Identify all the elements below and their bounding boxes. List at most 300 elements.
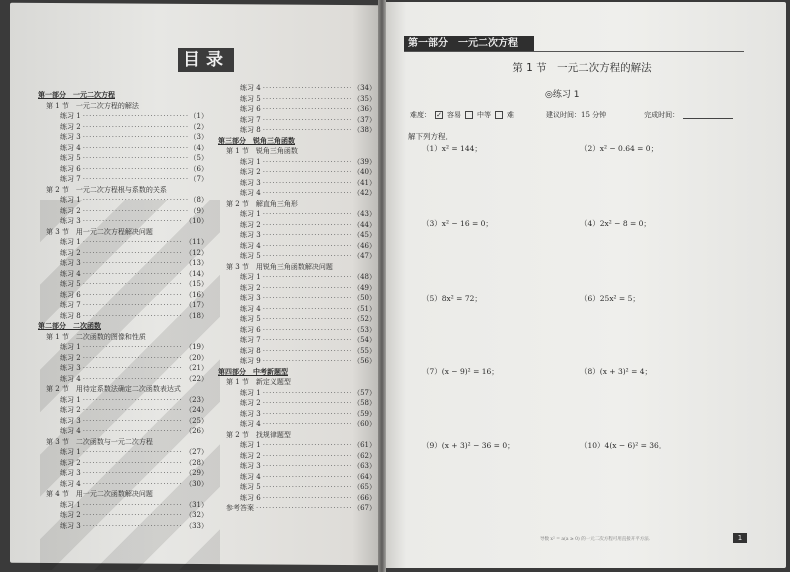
toc-exercise-entry [38, 374, 208, 385]
toc-exercise-entry [218, 419, 376, 430]
toc-leader-dots [263, 178, 351, 189]
toc-part-heading [218, 367, 376, 378]
toc-exercise-entry [38, 363, 208, 374]
toc-leader-dots [263, 230, 351, 241]
toc-entry-label: 第一部分 一元二次方程 [38, 90, 115, 99]
toc-entry-label: 练习 3 [240, 294, 261, 302]
toc-exercise-entry [218, 293, 376, 304]
toc-entry-label: 练习 2 [60, 458, 81, 467]
part-header: 第一部分 一元二次方程 [404, 36, 534, 51]
toc-page-number: （18） [185, 311, 208, 320]
toc-page-number: （36） [353, 105, 376, 113]
toc-exercise-entry [218, 125, 376, 136]
toc-leader-dots [83, 248, 183, 259]
toc-section-entry [38, 332, 208, 343]
toc-entry-label: 第 1 节 一元二次方程的解法 [46, 101, 139, 110]
suggested-time: 建议时间：15 分钟 [546, 111, 607, 119]
footer-note: 导数 x² = a(a ≥ 0) 的一元二次方程可用直接开平方法． [540, 537, 654, 542]
toc-page-number: （66） [353, 493, 376, 502]
toc-leader-dots [263, 272, 351, 283]
toc-page-number: （34） [353, 84, 376, 92]
toc-leader-dots [83, 164, 188, 175]
toc-exercise-entry [38, 458, 208, 469]
toc-leader-dots [263, 125, 351, 136]
toc-page-number: （39） [353, 157, 376, 166]
toc-leader-dots [83, 122, 188, 133]
toc-section-entry [218, 377, 376, 388]
toc-entry-label: 练习 2 [240, 399, 261, 407]
toc-entry-label: 练习 5 [240, 483, 261, 491]
toc-entry-label: 练习 1 [60, 500, 81, 509]
toc-entry-label: 第 2 节 找规律题型 [226, 430, 291, 439]
toc-leader-dots [83, 143, 188, 154]
toc-leader-dots [263, 440, 351, 451]
toc-page-number: （55） [353, 346, 376, 355]
toc-leader-dots [83, 447, 183, 458]
toc-entry-label: 第三部分 锐角三角函数 [218, 135, 295, 145]
toc-entry-label: 第 2 节 一元二次方程根与系数的关系 [46, 185, 167, 194]
toc-entry-label: 第 3 节 用一元二次方程解决问题 [46, 227, 153, 236]
toc-leader-dots [83, 353, 183, 364]
toc-page-number: （50） [353, 294, 376, 302]
toc-entry-label: 第 2 节 解直角三角形 [226, 199, 298, 208]
toc-section-entry [38, 437, 208, 448]
toc-page-number: （57） [353, 388, 376, 397]
toc-entry-label: 练习 6 [240, 325, 261, 334]
toc-exercise-entry [38, 237, 208, 248]
toc-section-entry [38, 489, 208, 500]
toc-exercise-entry [218, 304, 376, 315]
toc-entry-label: 第 1 节 锐角三角函数 [226, 147, 298, 155]
toc-leader-dots [83, 342, 183, 353]
toc-page-number: （40） [353, 168, 376, 176]
toc-page-number: （8） [189, 196, 208, 204]
toc-section-entry [218, 146, 376, 157]
toc-entry-label: 练习 8 [60, 311, 81, 320]
toc-exercise-entry [218, 220, 376, 231]
toc-page-number: （10） [185, 217, 208, 225]
toc-entry-label: 练习 3 [60, 133, 81, 141]
toc-entry-label: 练习 2 [240, 220, 261, 229]
practice-title: ◎练习 1 [545, 90, 580, 100]
toc-leader-dots [263, 251, 351, 262]
toc-page-number: （38） [353, 126, 376, 134]
difficulty-option-hard: 难 [507, 111, 514, 119]
toc-entry-label: 练习 4 [60, 269, 81, 278]
toc-leader-dots [263, 293, 351, 304]
toc-exercise-entry [38, 468, 208, 479]
toc-page-number: （56） [353, 357, 376, 365]
toc-exercise-entry [218, 346, 376, 357]
toc-page-number: （28） [185, 458, 208, 467]
toc-entry-label: 练习 1 [60, 343, 81, 351]
toc-entry-label: 练习 2 [60, 122, 81, 131]
toc-page-number: （59） [353, 409, 376, 418]
toc-exercise-entry [38, 279, 208, 290]
toc-page-number: （12） [185, 248, 208, 257]
toc-exercise-entry [218, 104, 376, 115]
toc-leader-dots [83, 300, 183, 311]
toc-page-number: （16） [185, 290, 208, 299]
toc-page-number: （46） [353, 241, 376, 250]
difficulty-option-medium: 中等 [477, 111, 491, 119]
toc-leader-dots [263, 356, 351, 367]
toc-page-number: （9） [189, 206, 208, 215]
toc-exercise-entry [218, 209, 376, 220]
toc-leader-dots [263, 83, 351, 94]
book-gutter [378, 0, 386, 572]
section-title: 第 1 节 一元二次方程的解法 [512, 62, 652, 74]
toc-page-number: （51） [353, 304, 376, 313]
toc-leader-dots [83, 290, 183, 301]
toc-exercise-entry [218, 251, 376, 262]
toc-leader-dots [263, 283, 351, 294]
toc-exercise-entry [38, 426, 208, 437]
toc-exercise-entry [38, 342, 208, 353]
toc-entry-label: 练习 8 [240, 126, 261, 134]
toc-section-entry [218, 503, 376, 514]
toc-exercise-entry [218, 241, 376, 252]
toc-leader-dots [263, 482, 351, 493]
toc-part-heading [218, 136, 376, 147]
problem-7: （7）(x − 9)² = 16； [422, 367, 499, 376]
toc-exercise-entry [38, 311, 208, 322]
toc-exercise-entry [218, 356, 376, 367]
toc-entry-label: 练习 2 [60, 511, 81, 519]
toc-exercise-entry [38, 353, 208, 364]
toc-exercise-entry [218, 272, 376, 283]
toc-entry-label: 练习 1 [240, 273, 261, 281]
toc-exercise-entry [218, 230, 376, 241]
toc-exercise-entry [38, 290, 208, 301]
toc-entry-label: 练习 9 [240, 357, 261, 365]
toc-entry-label: 练习 3 [60, 416, 81, 425]
toc-page-number: （41） [353, 178, 376, 187]
toc-entry-label: 练习 7 [240, 115, 261, 124]
toc-page-number: （7） [189, 175, 208, 183]
toc-entry-label: 练习 2 [240, 283, 261, 292]
toc-entry-label: 第 2 节 用待定系数法确定二次函数表达式 [46, 385, 181, 393]
toc-page-number: （52） [353, 315, 376, 323]
toc-right-column [218, 83, 376, 514]
toc-exercise-entry [218, 94, 376, 105]
toc-exercise-entry [218, 178, 376, 189]
difficulty-checkbox-hard[interactable] [495, 111, 503, 119]
toc-entry-label: 练习 7 [240, 336, 261, 344]
toc-page-number: （61） [353, 441, 376, 449]
toc-page-number: （11） [185, 238, 208, 246]
toc-entry-label: 练习 3 [240, 409, 261, 418]
toc-exercise-entry [218, 157, 376, 168]
toc-entry-label: 练习 4 [240, 304, 261, 313]
toc-leader-dots [263, 398, 351, 409]
toc-exercise-entry [218, 388, 376, 399]
toc-exercise-entry [218, 461, 376, 472]
toc-page-number: （47） [353, 252, 376, 260]
toc-entry-label: 练习 1 [60, 395, 81, 404]
toc-exercise-entry [218, 283, 376, 294]
page-number: 1 [733, 533, 747, 543]
toc-leader-dots [83, 269, 183, 280]
toc-entry-label: 练习 3 [60, 521, 81, 530]
toc-page-number: （22） [185, 374, 208, 383]
toc-entry-label: 第四部分 中考新题型 [218, 366, 288, 376]
toc-entry-label: 练习 3 [60, 259, 81, 267]
toc-entry-label: 练习 3 [240, 178, 261, 187]
toc-entry-label: 练习 3 [240, 231, 261, 239]
toc-exercise-entry [38, 122, 208, 133]
toc-leader-dots [263, 451, 351, 462]
problem-6: （6）25x² = 5； [580, 294, 640, 303]
toc-exercise-entry [218, 493, 376, 504]
toc-leader-dots [83, 195, 188, 206]
toc-leader-dots [83, 237, 183, 248]
toc-leader-dots [83, 395, 183, 406]
toc-page-number: （43） [353, 210, 376, 218]
toc-page-number: （53） [353, 325, 376, 334]
toc-leader-dots [263, 388, 351, 399]
toc-exercise-entry [38, 216, 208, 227]
toc-leader-dots [263, 346, 351, 357]
finish-time-field[interactable] [683, 112, 733, 119]
toc-exercise-entry [38, 395, 208, 406]
toc-entry-label: 练习 2 [60, 353, 81, 362]
toc-exercise-entry [38, 416, 208, 427]
toc-section-entry [38, 101, 208, 112]
toc-entry-label: 练习 1 [240, 157, 261, 166]
toc-exercise-entry [218, 167, 376, 178]
toc-exercise-entry [218, 83, 376, 94]
toc-exercise-entry [218, 325, 376, 336]
toc-entry-label: 练习 5 [60, 154, 81, 162]
toc-exercise-entry [38, 111, 208, 122]
problem-5: （5）8x² = 72； [422, 294, 482, 303]
toc-page-number: （1） [189, 112, 208, 120]
toc-exercise-entry [218, 472, 376, 483]
toc-entry-label: 练习 4 [240, 241, 261, 250]
toc-leader-dots [263, 304, 351, 315]
toc-entry-label: 练习 1 [60, 112, 81, 120]
toc-entry-label: 练习 1 [60, 238, 81, 246]
toc-leader-dots [256, 503, 351, 514]
toc-exercise-entry [38, 269, 208, 280]
toc-exercise-entry [38, 521, 208, 532]
toc-leader-dots [263, 314, 351, 325]
toc-entry-label: 第 3 节 二次函数与一元二次方程 [46, 437, 153, 446]
toc-entry-label: 第 4 节 用一元二次函数解决问题 [46, 490, 153, 498]
toc-page-number: （54） [353, 336, 376, 344]
toc-leader-dots [263, 409, 351, 420]
toc-leader-dots [263, 104, 351, 115]
toc-entry-label: 练习 2 [240, 451, 261, 460]
toc-page-number: （2） [189, 122, 208, 131]
toc-exercise-entry [38, 300, 208, 311]
toc-page-number: （45） [353, 231, 376, 239]
toc-leader-dots [83, 258, 183, 269]
toc-page-number: （25） [185, 416, 208, 425]
problem-4: （4）2x² − 8 = 0； [580, 219, 651, 228]
toc-entry-label: 练习 2 [60, 406, 81, 414]
toc-leader-dots [83, 416, 183, 427]
toc-leader-dots [83, 216, 183, 227]
toc-leader-dots [263, 157, 351, 168]
toc-leader-dots [83, 363, 183, 374]
toc-exercise-entry [38, 447, 208, 458]
toc-page-number: （23） [185, 395, 208, 404]
toc-leader-dots [263, 94, 351, 105]
toc-page-number: （32） [185, 511, 208, 519]
toc-page-number: （58） [353, 399, 376, 407]
toc-leader-dots [83, 111, 188, 122]
header-rule [404, 51, 744, 52]
toc-left-column [38, 90, 208, 531]
toc-exercise-entry [38, 174, 208, 185]
toc-page-number: （4） [189, 143, 208, 152]
problem-3: （3）x² − 16 = 0； [422, 219, 493, 228]
toc-page-number: （37） [353, 115, 376, 124]
toc-page-number: （26） [185, 427, 208, 435]
toc-page-number: （60） [353, 420, 376, 428]
problem-9: （9）(x + 3)² − 36 = 0； [422, 441, 515, 450]
toc-page-number: （65） [353, 483, 376, 491]
toc-exercise-entry [218, 314, 376, 325]
toc-entry-label: 练习 4 [240, 189, 261, 197]
toc-entry-label: 练习 7 [60, 175, 81, 183]
finish-time-label: 完成时间： [644, 111, 680, 119]
toc-page-number: （62） [353, 451, 376, 460]
toc-entry-label: 第 3 节 用锐角三角函数解决问题 [226, 262, 333, 271]
toc-page-number: （63） [353, 462, 376, 470]
toc-leader-dots [83, 468, 183, 479]
problem-1: （1）x² = 144； [422, 144, 482, 153]
toc-entry-label: 练习 1 [240, 210, 261, 218]
difficulty-row [410, 110, 733, 120]
toc-entry-label: 练习 4 [240, 84, 261, 92]
toc-entry-label: 练习 3 [60, 469, 81, 477]
toc-exercise-entry [218, 398, 376, 409]
toc-leader-dots [83, 458, 183, 469]
toc-leader-dots [83, 174, 188, 185]
toc-leader-dots [83, 426, 183, 437]
toc-entry-label: 练习 6 [60, 164, 81, 173]
toc-entry-label: 练习 5 [60, 280, 81, 288]
toc-entry-label: 练习 7 [60, 301, 81, 309]
toc-entry-label: 练习 4 [60, 427, 81, 435]
toc-leader-dots [263, 115, 351, 126]
difficulty-checkbox-medium[interactable] [465, 111, 473, 119]
toc-page-number: （3） [189, 133, 208, 141]
toc-page-number: （42） [353, 189, 376, 197]
toc-entry-label: 练习 1 [60, 196, 81, 204]
toc-exercise-entry [38, 195, 208, 206]
toc-entry-label: 第 1 节 新定义题型 [226, 378, 291, 386]
toc-leader-dots [83, 510, 183, 521]
toc-leader-dots [263, 241, 351, 252]
toc-page-number: （24） [185, 406, 208, 414]
toc-entry-label: 练习 4 [60, 479, 81, 488]
toc-leader-dots [263, 167, 351, 178]
difficulty-option-easy: 容易 [447, 111, 461, 119]
toc-page-number: （64） [353, 472, 376, 481]
difficulty-label: 难度： [410, 111, 431, 119]
toc-page-number: （27） [185, 448, 208, 456]
toc-leader-dots [83, 153, 188, 164]
toc-entry-label: 练习 5 [240, 252, 261, 260]
toc-entry-label: 练习 2 [240, 168, 261, 176]
toc-exercise-entry [38, 132, 208, 143]
toc-page-number: （30） [185, 479, 208, 488]
toc-entry-label: 练习 2 [60, 248, 81, 257]
toc-leader-dots [83, 206, 188, 217]
toc-page-number: （20） [185, 353, 208, 362]
toc-exercise-entry [38, 500, 208, 511]
toc-page-number: （33） [185, 521, 208, 530]
toc-entry-label: 练习 5 [240, 94, 261, 103]
toc-page-number: （29） [185, 469, 208, 477]
toc-exercise-entry [218, 451, 376, 462]
toc-page-number: （5） [189, 154, 208, 162]
toc-entry-label: 练习 6 [60, 290, 81, 299]
toc-page-number: （14） [185, 269, 208, 278]
toc-leader-dots [263, 325, 351, 336]
toc-page-number: （31） [185, 500, 208, 509]
toc-leader-dots [263, 493, 351, 504]
toc-entry-label: 第二部分 二次函数 [38, 321, 101, 330]
toc-entry-label: 练习 3 [60, 364, 81, 372]
toc-entry-label: 练习 2 [60, 206, 81, 215]
toc-exercise-entry [38, 153, 208, 164]
toc-section-entry [218, 199, 376, 210]
toc-exercise-entry [218, 409, 376, 420]
problem-10: （10）4(x − 6)² = 36． [580, 441, 667, 450]
toc-leader-dots [83, 311, 183, 322]
toc-leader-dots [83, 500, 183, 511]
toc-leader-dots [263, 472, 351, 483]
toc-exercise-entry [38, 405, 208, 416]
difficulty-checkbox-easy[interactable]: ✓ [436, 111, 442, 119]
toc-leader-dots [263, 461, 351, 472]
toc-page-number: （44） [353, 220, 376, 229]
toc-page-number: （67） [353, 504, 376, 512]
toc-part-heading [38, 90, 208, 101]
toc-page-number: （15） [185, 280, 208, 288]
toc-entry-label: 练习 1 [240, 441, 261, 449]
toc-page-number: （21） [185, 364, 208, 372]
toc-part-heading [38, 321, 208, 332]
toc-leader-dots [83, 132, 188, 143]
toc-leader-dots [263, 419, 351, 430]
toc-leader-dots [263, 188, 351, 199]
toc-entry-label: 练习 4 [60, 143, 81, 152]
toc-entry-label: 练习 1 [240, 388, 261, 397]
toc-entry-label: 练习 4 [60, 374, 81, 383]
toc-exercise-entry [38, 164, 208, 175]
toc-section-entry [218, 430, 376, 441]
toc-exercise-entry [218, 335, 376, 346]
toc-title: 目录 [178, 48, 234, 72]
toc-exercise-entry [38, 248, 208, 259]
toc-exercise-entry [218, 482, 376, 493]
toc-entry-label: 练习 6 [240, 493, 261, 502]
toc-leader-dots [83, 479, 183, 490]
toc-section-entry [38, 227, 208, 238]
toc-section-entry [218, 262, 376, 273]
problem-2: （2）x² − 0.64 = 0； [580, 144, 659, 153]
toc-page-number: （19） [185, 343, 208, 351]
toc-page-number: （13） [185, 259, 208, 267]
toc-exercise-entry [218, 115, 376, 126]
toc-page-number: （6） [189, 164, 208, 173]
